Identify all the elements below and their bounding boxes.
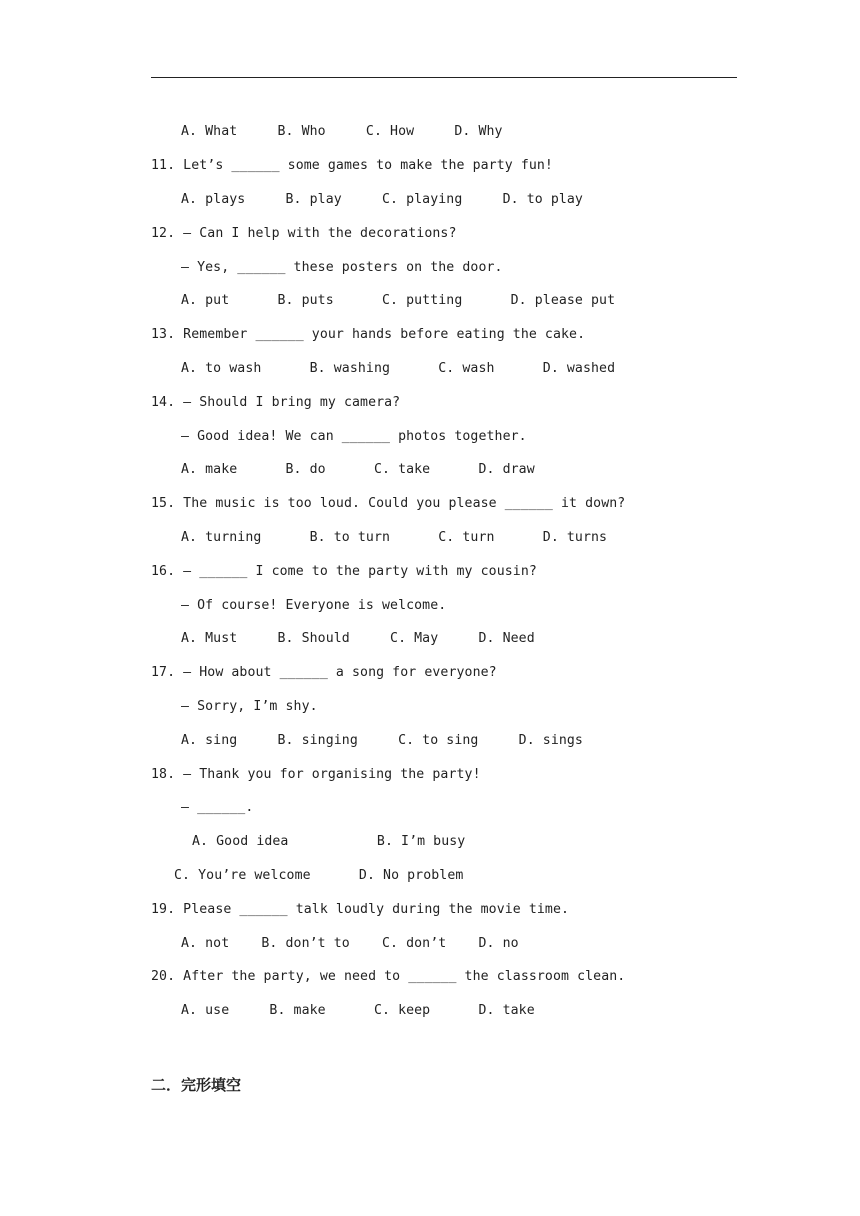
options-18-row-1: A. Good idea B. I’m busy: [192, 834, 466, 849]
options-20: A. use B. make C. keep D. take: [181, 1003, 535, 1018]
question-16-reply: — Of course! Everyone is welcome.: [181, 598, 447, 613]
options-13: A. to wash B. washing C. wash D. washed: [181, 361, 616, 376]
question-17: 17. — How about ______ a song for everyone?: [151, 665, 497, 680]
question-12-reply: — Yes, ______ these posters on the door.: [181, 260, 503, 275]
options-17: A. sing B. singing C. to sing D. sings: [181, 733, 583, 748]
section-heading: 二．完形填空: [151, 1076, 242, 1094]
question-14-reply: — Good idea! We can ______ photos together.: [181, 429, 527, 444]
question-18-reply: — ______.: [181, 800, 254, 815]
options-10: A. What B. Who C. How D. Why: [181, 124, 503, 139]
question-18: 18. — Thank you for organising the party!: [151, 767, 481, 782]
options-19: A. not B. don’t to C. don’t D. no: [181, 936, 519, 951]
question-14: 14. — Should I bring my camera?: [151, 395, 401, 410]
question-19: 19. Please ______ talk loudly during the movie time.: [151, 902, 570, 917]
header-rule: [151, 77, 737, 78]
options-11: A. plays B. play C. playing D. to play: [181, 192, 583, 207]
options-18-row-2: C. You’re welcome D. No problem: [174, 868, 464, 883]
question-17-reply: — Sorry, I’m shy.: [181, 699, 318, 714]
question-16: 16. — ______ I come to the party with my cousin?: [151, 564, 537, 579]
options-12: A. put B. puts C. putting D. please put: [181, 293, 616, 308]
question-15: 15. The music is too loud. Could you please ______ it down?: [151, 496, 626, 511]
options-15: A. turning B. to turn C. turn D. turns: [181, 530, 608, 545]
question-20: 20. After the party, we need to ______ the classroom clean.: [151, 969, 626, 984]
question-13: 13. Remember ______ your hands before eating the cake.: [151, 327, 586, 342]
question-12: 12. — Can I help with the decorations?: [151, 226, 457, 241]
options-16: A. Must B. Should C. May D. Need: [181, 631, 535, 646]
question-11: 11. Let’s ______ some games to make the party fun!: [151, 158, 553, 173]
options-14: A. make B. do C. take D. draw: [181, 462, 535, 477]
